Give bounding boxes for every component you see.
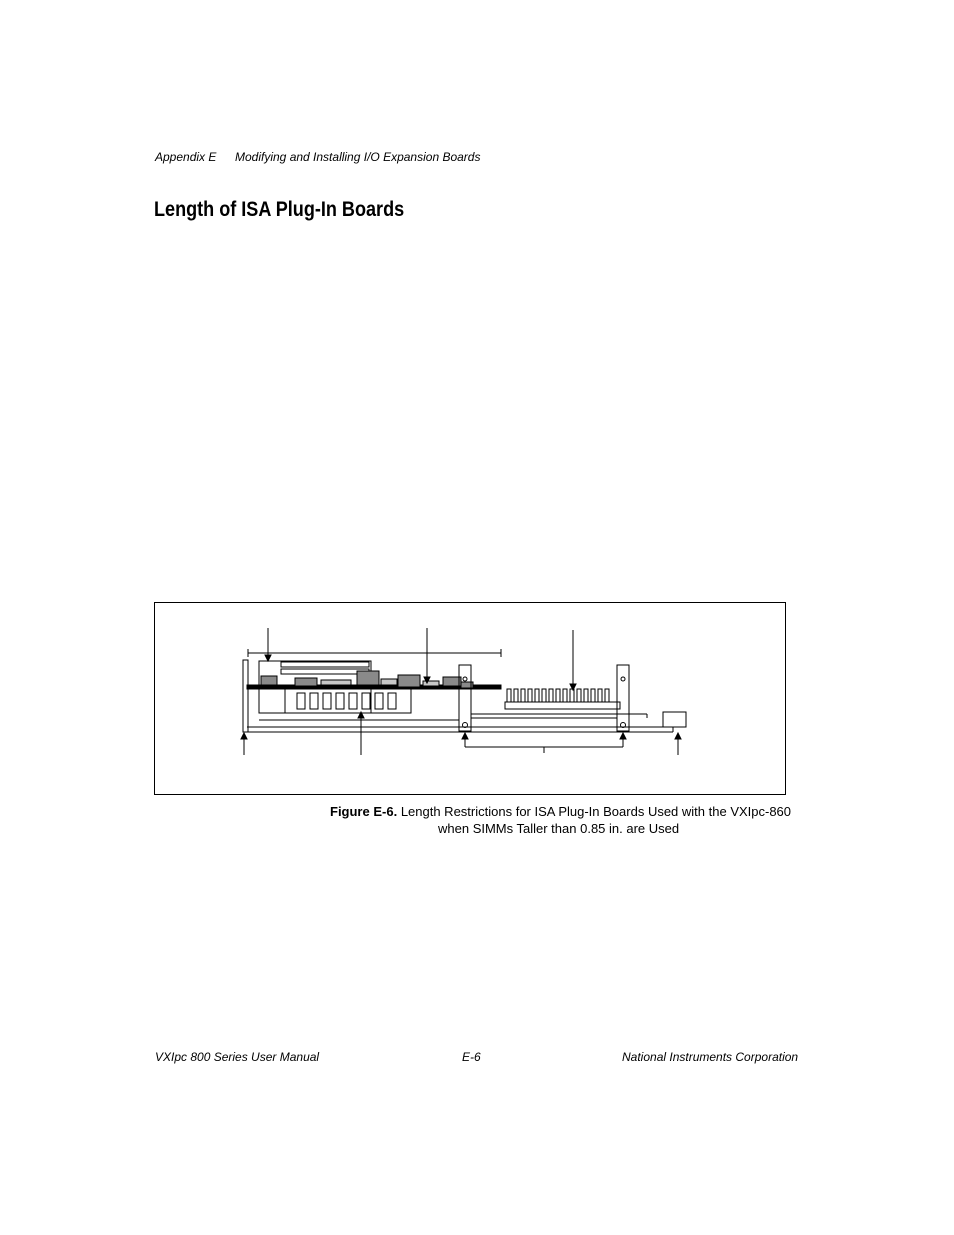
board-length-diagram: [155, 603, 785, 794]
simm-chip: [310, 693, 318, 709]
isa-connector-bottom: [281, 669, 369, 674]
simm-chip: [375, 693, 383, 709]
simm-chip: [297, 693, 305, 709]
callout-arrow: [675, 733, 681, 739]
chip: [357, 671, 379, 685]
simm-chip: [349, 693, 357, 709]
chip: [261, 676, 277, 685]
footer-page-number: E-6: [462, 1050, 481, 1064]
figure-caption: [330, 803, 791, 837]
section-title: Modifying and Installing I/O Expansion Boards: [235, 150, 481, 164]
callout-arrow: [620, 733, 626, 739]
figure-frame: [154, 602, 786, 795]
chip: [398, 675, 420, 687]
page-heading: Length of ISA Plug-In Boards: [154, 198, 405, 221]
mounting-bracket-left: [459, 665, 471, 731]
figure-label: Figure E-6.: [330, 804, 398, 819]
callout-arrow: [241, 733, 247, 739]
running-header: [155, 150, 481, 164]
rear-connector: [663, 712, 686, 727]
simm-chip: [362, 693, 370, 709]
isa-connector-top: [281, 662, 369, 667]
footer-manual-title: VXIpc 800 Series User Manual: [155, 1050, 320, 1064]
chip: [295, 678, 317, 686]
chip: [443, 677, 461, 686]
simm-chip: [323, 693, 331, 709]
front-panel-bracket: [243, 660, 248, 732]
heatsink-fins: [507, 689, 609, 702]
footer-company: National Instruments Corporation: [622, 1050, 799, 1064]
heatsink-base: [505, 702, 620, 709]
callout-arrow: [265, 655, 271, 661]
screw-hole: [621, 677, 625, 681]
mounting-bracket-right: [617, 665, 629, 731]
simm-chip: [336, 693, 344, 709]
callout-arrow: [462, 733, 468, 739]
simm-chip: [388, 693, 396, 709]
caption-line-1: Length Restrictions for ISA Plug-In Boards Used with the VXIpc-860: [400, 804, 792, 819]
screw-hole: [463, 677, 467, 681]
caption-line-2: when SIMMs Taller than 0.85 in. are Used: [438, 821, 680, 836]
appendix-label: Appendix E: [155, 150, 217, 164]
